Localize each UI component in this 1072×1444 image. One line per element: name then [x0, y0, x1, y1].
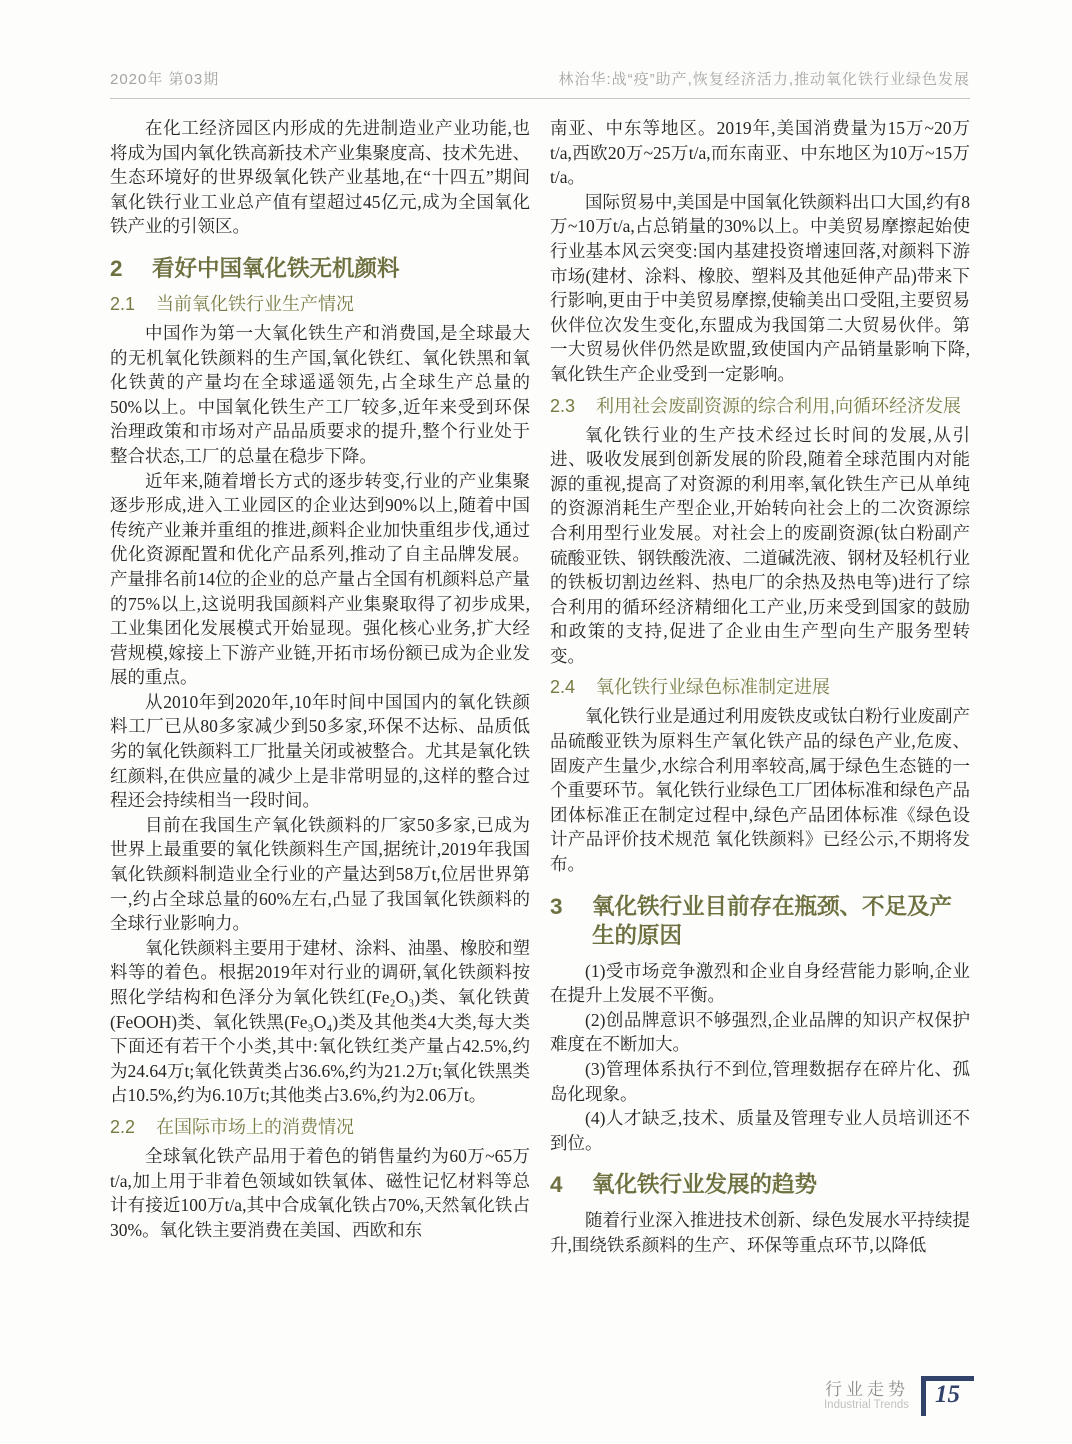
paragraph: 随着行业深入推进技术创新、绿色发展水平持续提升,围绕铁系颜料的生产、环保等重点环节,以降低	[550, 1210, 970, 1255]
paragraph-intro: 在化工经济园区内形成的先进制造业产业功能,也将成为国内氧化铁高新技术产业集聚度高、技术先进、生态环境好的世界级氧化铁产业基地,在“十四五”期间氧化铁行业工业总产值有望超过45亿元,成为全国氧化铁产业的引领区。	[110, 118, 530, 237]
footer-label-english: Industrial Trends	[823, 1399, 909, 1411]
paragraph: 氧化铁行业是通过利用废铁皮或钛白粉行业废副产品硫酸亚铁为原料生产氧化铁产品的绿色产业,危废、固废产生量少,水综合利用率较高,属于绿色生态链的一个重要环节。氧化铁行业绿色工厂团体标准和绿色产品团体标准正在制定过程中,绿色产品团体标准《绿色设计产品评价技术规范 氧化铁颜料》已经公示,不期将发布。	[550, 706, 970, 875]
subsection-title: 利用社会废副资源的综合利用,向循环经济发展	[596, 395, 961, 416]
subsection-heading-2-2	[110, 1115, 530, 1139]
paragraph: 氧化铁行业的生产技术经过长时间的发展,从引进、吸收发展到创新发展的阶段,随着全球范围内对能源的重视,提高了对资源的利用率,氧化铁生产已从单纯的资源消耗生产型企业,开始转向社会上的二次资源综合利用型行业发展。对社会上的废副资源(钛白粉副产硫酸亚铁、钢铁酸洗液、二道碱洗液、钢材及轻机行业的铁板切割边丝料、热电厂的余热及热电等)进行了综合利用的循环经济精细化工产业,历来受到国家的鼓励和政策的支持,促进了企业由生产型向生产服务型转变。	[550, 424, 970, 666]
paragraph-continuation: 南亚、中东等地区。2019年,美国消费量为15万~20万t/a,西欧20万~25万t/a,而东南亚、中东地区为10万~15万t/a。	[550, 118, 970, 188]
subsection-title: 氧化铁行业绿色标准制定进展	[596, 677, 830, 698]
section-title: 看好中国氧化铁无机颜料	[152, 255, 400, 281]
paragraph: 全球氧化铁产品用于着色的销售量约为60万~65万t/a,加上用于非着色领域如铁氧体、磁性记忆材料等总计有接近100万t/a,其中合成氧化铁占70%,天然氧化铁占30%。氧化铁主要消费在美国、西欧和东	[110, 1145, 530, 1240]
section-number: 4	[550, 1172, 563, 1198]
numbered-item: (1)受市场竞争激烈和企业自身经营能力影响,企业在提升上发展不平衡。	[550, 960, 970, 1006]
section-title: 氧化铁行业目前存在瓶颈、不足及产生的原因	[592, 893, 953, 948]
section-heading-4	[550, 1170, 970, 1199]
subsection-number: 2.3	[550, 395, 576, 416]
page-footer	[824, 1376, 974, 1416]
subsection-title: 当前氧化铁行业生产情况	[156, 293, 354, 314]
subsection-title: 在国际市场上的消费情况	[156, 1116, 354, 1137]
section-title: 氧化铁行业发展的趋势	[592, 1172, 818, 1198]
left-column	[110, 116, 530, 1258]
running-title: 林治华:战“疫”助产,恢复经济活力,推动氧化铁行业绿色发展	[558, 71, 970, 88]
section-number: 2	[110, 255, 123, 281]
numbered-item: (4)人才缺乏,技术、质量及管理专业人员培训还不到位。	[550, 1108, 970, 1153]
issue-label: 2020年 第03期	[110, 71, 220, 88]
subsection-heading-2-1	[110, 292, 530, 316]
paragraph: 近年来,随着增长方式的逐步转变,行业的产业集聚逐步形成,进入工业园区的企业达到90%以上,随着中国传统产业兼并重组的推进,颜料企业加快重组步伐,通过优化资源配置和优化产品系列,推动了自主品牌发展。产量排名前14位的企业的总产量占全国有机颜料总产量的75%以上,这说明我国颜料产业集聚取得了初步成果,工业集团化发展模式开始显现。强化核心业务,扩大经营规模,嫁接上下游产业链,开拓市场份额已成为企业发展的重点。	[110, 470, 530, 688]
page-header	[110, 68, 970, 99]
paragraph: 国际贸易中,美国是中国氧化铁颜料出口大国,约有8万~10万t/a,占总销量的30%以上。中美贸易摩擦起始使行业基本风云突变:国内基建投资增速回落,对颜料下游市场(建材、涂料、橡胶、塑料及其他延伸产品)带来下行影响,更由于中美贸易摩擦,使输美出口受阻,主要贸易伙伴位次发生变化,东盟成为我国第二大贸易伙伴。第一大贸易伙伴仍然是欧盟,致使国内产品销量影响下降,氧化铁生产企业受到一定影响。	[550, 191, 970, 384]
footer-label-chinese: 行业走势	[825, 1380, 909, 1399]
section-heading-3	[550, 892, 970, 950]
paragraph: 氧化铁颜料主要用于建材、涂料、油墨、橡胶和塑料等的着色。根据2019年对行业的调研,氧化铁颜料按照化学结构和色泽分为氧化铁红(Fe₂O₃)类、氧化铁黄(FeOOH)类、氧化铁黑(Fe₃O₄)类及其他类4大类,每大类下面还有若干个小类,其中:氧化铁红类产量占42.5%,约为24.64万t;氧化铁黄类占36.6%,约为21.2万t;氧化铁黑类占10.5%,约为6.10万t;其他类占3.6%,约为2.06万t。	[110, 937, 530, 1106]
section-heading-2	[110, 254, 530, 283]
two-column-body	[110, 116, 970, 1258]
paragraph: 目前在我国生产氧化铁颜料的厂家50多家,已成为世界上最重要的氧化铁颜料生产国,据统计,2019年我国氧化铁颜料制造业全行业的产量达到58万t,位居世界第一,约占全球总量的60%左右,凸显了我国氧化铁颜料的全球行业影响力。	[110, 814, 530, 934]
page-number: 15	[921, 1376, 974, 1416]
right-column	[550, 116, 970, 1258]
footer-section-label	[824, 1380, 909, 1412]
paragraph: 中国作为第一大氧化铁生产和消费国,是全球最大的无机氧化铁颜料的生产国,氧化铁红、氧化铁黑和氧化铁黄的产量均在全球遥遥领先,占全球生产总量的50%以上。中国氧化铁生产工厂较多,近年来受到环保治理政策和市场对产品品质要求的提升,整个行业处于整合状态,工厂的总量在稳步下降。	[110, 322, 530, 466]
subsection-heading-2-4	[550, 675, 970, 699]
subsection-number: 2.1	[110, 293, 136, 314]
section-number: 3	[550, 893, 563, 919]
paragraph: 从2010年到2020年,10年时间中国国内的氧化铁颜料工厂已从80多家减少到50多家,环保不达标、品质低劣的氧化铁颜料工厂批量关闭或被整合。尤其是氧化铁红颜料,在供应量的减少上是非常明显的,这样的整合过程还会持续相当一段时间。	[110, 691, 530, 811]
subsection-heading-2-3	[550, 394, 970, 418]
numbered-item: (2)创品牌意识不够强烈,企业品牌的知识产权保护难度在不断加大。	[550, 1009, 970, 1055]
subsection-number: 2.4	[550, 677, 576, 698]
numbered-item: (3)管理体系执行不到位,管理数据存在碎片化、孤岛化现象。	[550, 1059, 970, 1104]
subsection-number: 2.2	[110, 1116, 136, 1137]
